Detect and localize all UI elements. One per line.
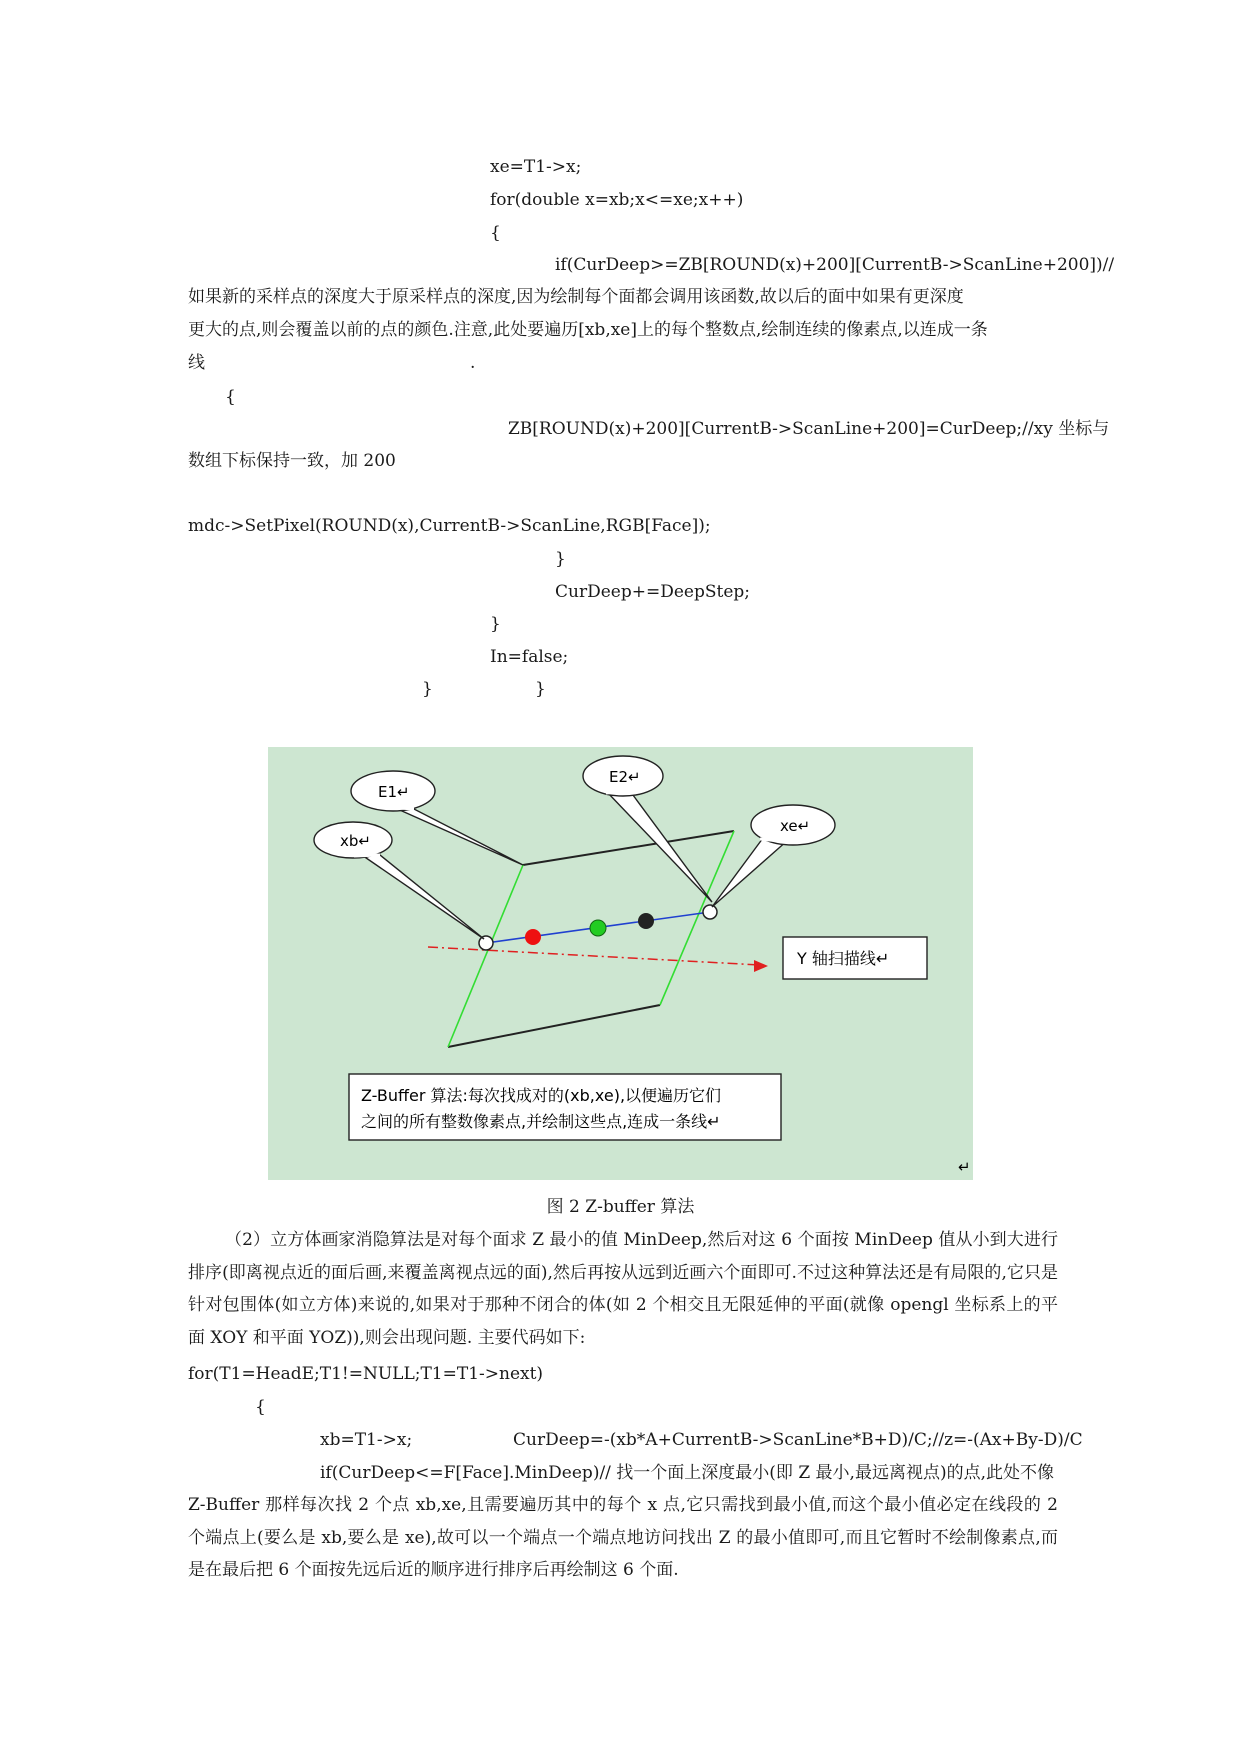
figure-caption: 图 2 Z-buffer 算法 [546,1197,695,1217]
algorithm-note-line1: Z-Buffer 算法:每次找成对的(xb,xe),以便遍历它们 [361,1086,722,1105]
polygon-bottom-edge [448,1005,660,1047]
code-line: { [255,1397,266,1417]
callout-xe [712,805,835,907]
callout-e2 [583,756,712,902]
code-comment: 线 [188,353,205,373]
code-line: if(CurDeep>=ZB[ROUND(x)+200][CurrentB->ScanLine+200])// [555,255,1115,275]
body-paragraph: （2）立方体画家消隐算法是对每个面求 Z 最小的值 MinDeep,然后对这 6 个面按 MinDeep 值从小到大进行排序(即离视点近的面后画,来覆盖离视点远的面),然后再按从远到近画六个面即可.不过这种算法还是有局限的,它只是针对包围体(如立方体)来说的,如果对于那种不闭合的体(如 2 个相交且无限延伸的平面(就像 opengl 坐标系上的平面 XOY 和平面 YOZ)),则会出现问题. 主要代码如下: [188,1230,1058,1348]
callout-e1-label: E1↵ [378,783,410,801]
code-line: ZB[ROUND(x)+200][CurrentB->ScanLine+200]=CurDeep;//xy 坐标与 [508,419,1110,439]
code-line: for(T1=HeadE;T1!=NULL;T1=T1->next) [188,1364,544,1384]
scanline-label: Y 轴扫描线↵ [797,949,890,968]
code-line: } [535,679,546,699]
callout-xe-label: xe↵ [780,817,811,835]
scanline-arrowhead [754,960,768,972]
callout-xb-label: xb↵ [340,832,371,850]
sample-point-red [525,929,541,945]
code-line: 数组下标保持一致，加 200 [188,451,396,471]
code-line: CurDeep=-(xb*A+CurrentB->ScanLine*B+D)/C;//z=-(Ax+By-D)/C [513,1430,1083,1450]
code-comment: 更大的点,则会覆盖以前的点的颜色.注意,此处要遍历[xb,xe]上的每个整数点,绘制连续的像素点,以连成一条 [188,320,988,340]
zbuffer-figure [268,747,973,1180]
code-line: } [422,679,433,699]
xb-point [479,936,493,950]
code-line: } [555,549,566,569]
code-line: { [490,223,501,243]
code-comment-paragraph: Z-Buffer 那样每次找 2 个点 xb,xe,且需要遍历其中的每个 x 点,它只需找到最小值,而这个最小值必定在线段的 2 个端点上(要么是 xb,要么是 xe),故可以一个端点一个端点地访问找出 Z 的最小值即可,而且它暂时不绘制像素点,而是在最后把 6 个面按先远后近的顺序进行排序后再绘制这 6 个面. [188,1495,1058,1580]
code-line: xe=T1->x; [490,157,582,177]
code-comment: 如果新的采样点的深度大于原采样点的深度,因为绘制每个面都会调用该函数,故以后的面中如果有更深度 [188,287,964,307]
code-line: xb=T1->x; [320,1430,413,1450]
code-line: for(double x=xb;x<=xe;x++) [490,190,744,210]
code-comment-dot: . [470,353,476,373]
edge-e1 [448,865,523,1047]
sample-point-black [638,913,654,929]
callout-e2-label: E2↵ [609,768,641,786]
code-line: CurDeep+=DeepStep; [555,582,750,602]
sample-point-green [590,920,606,936]
paragraph-mark: ↵ [958,1158,971,1176]
code-line: In=false; [490,647,569,667]
y-scanline [428,947,760,965]
xe-point [703,905,717,919]
polygon-top-edge [523,831,734,865]
zbuffer-diagram [268,747,973,1180]
code-line: mdc->SetPixel(ROUND(x),CurrentB->ScanLine,RGB[Face]); [188,516,711,536]
code-line: } [490,614,501,634]
algorithm-note-line2: 之间的所有整数像素点,并绘制这些点,连成一条线↵ [361,1112,721,1131]
code-line: if(CurDeep<=F[Face].MinDeep)// 找一个面上深度最小(即 Z 最小,最远离视点)的点,此处不像 [320,1463,1054,1483]
code-line: { [225,387,236,407]
callout-xb [314,822,484,939]
